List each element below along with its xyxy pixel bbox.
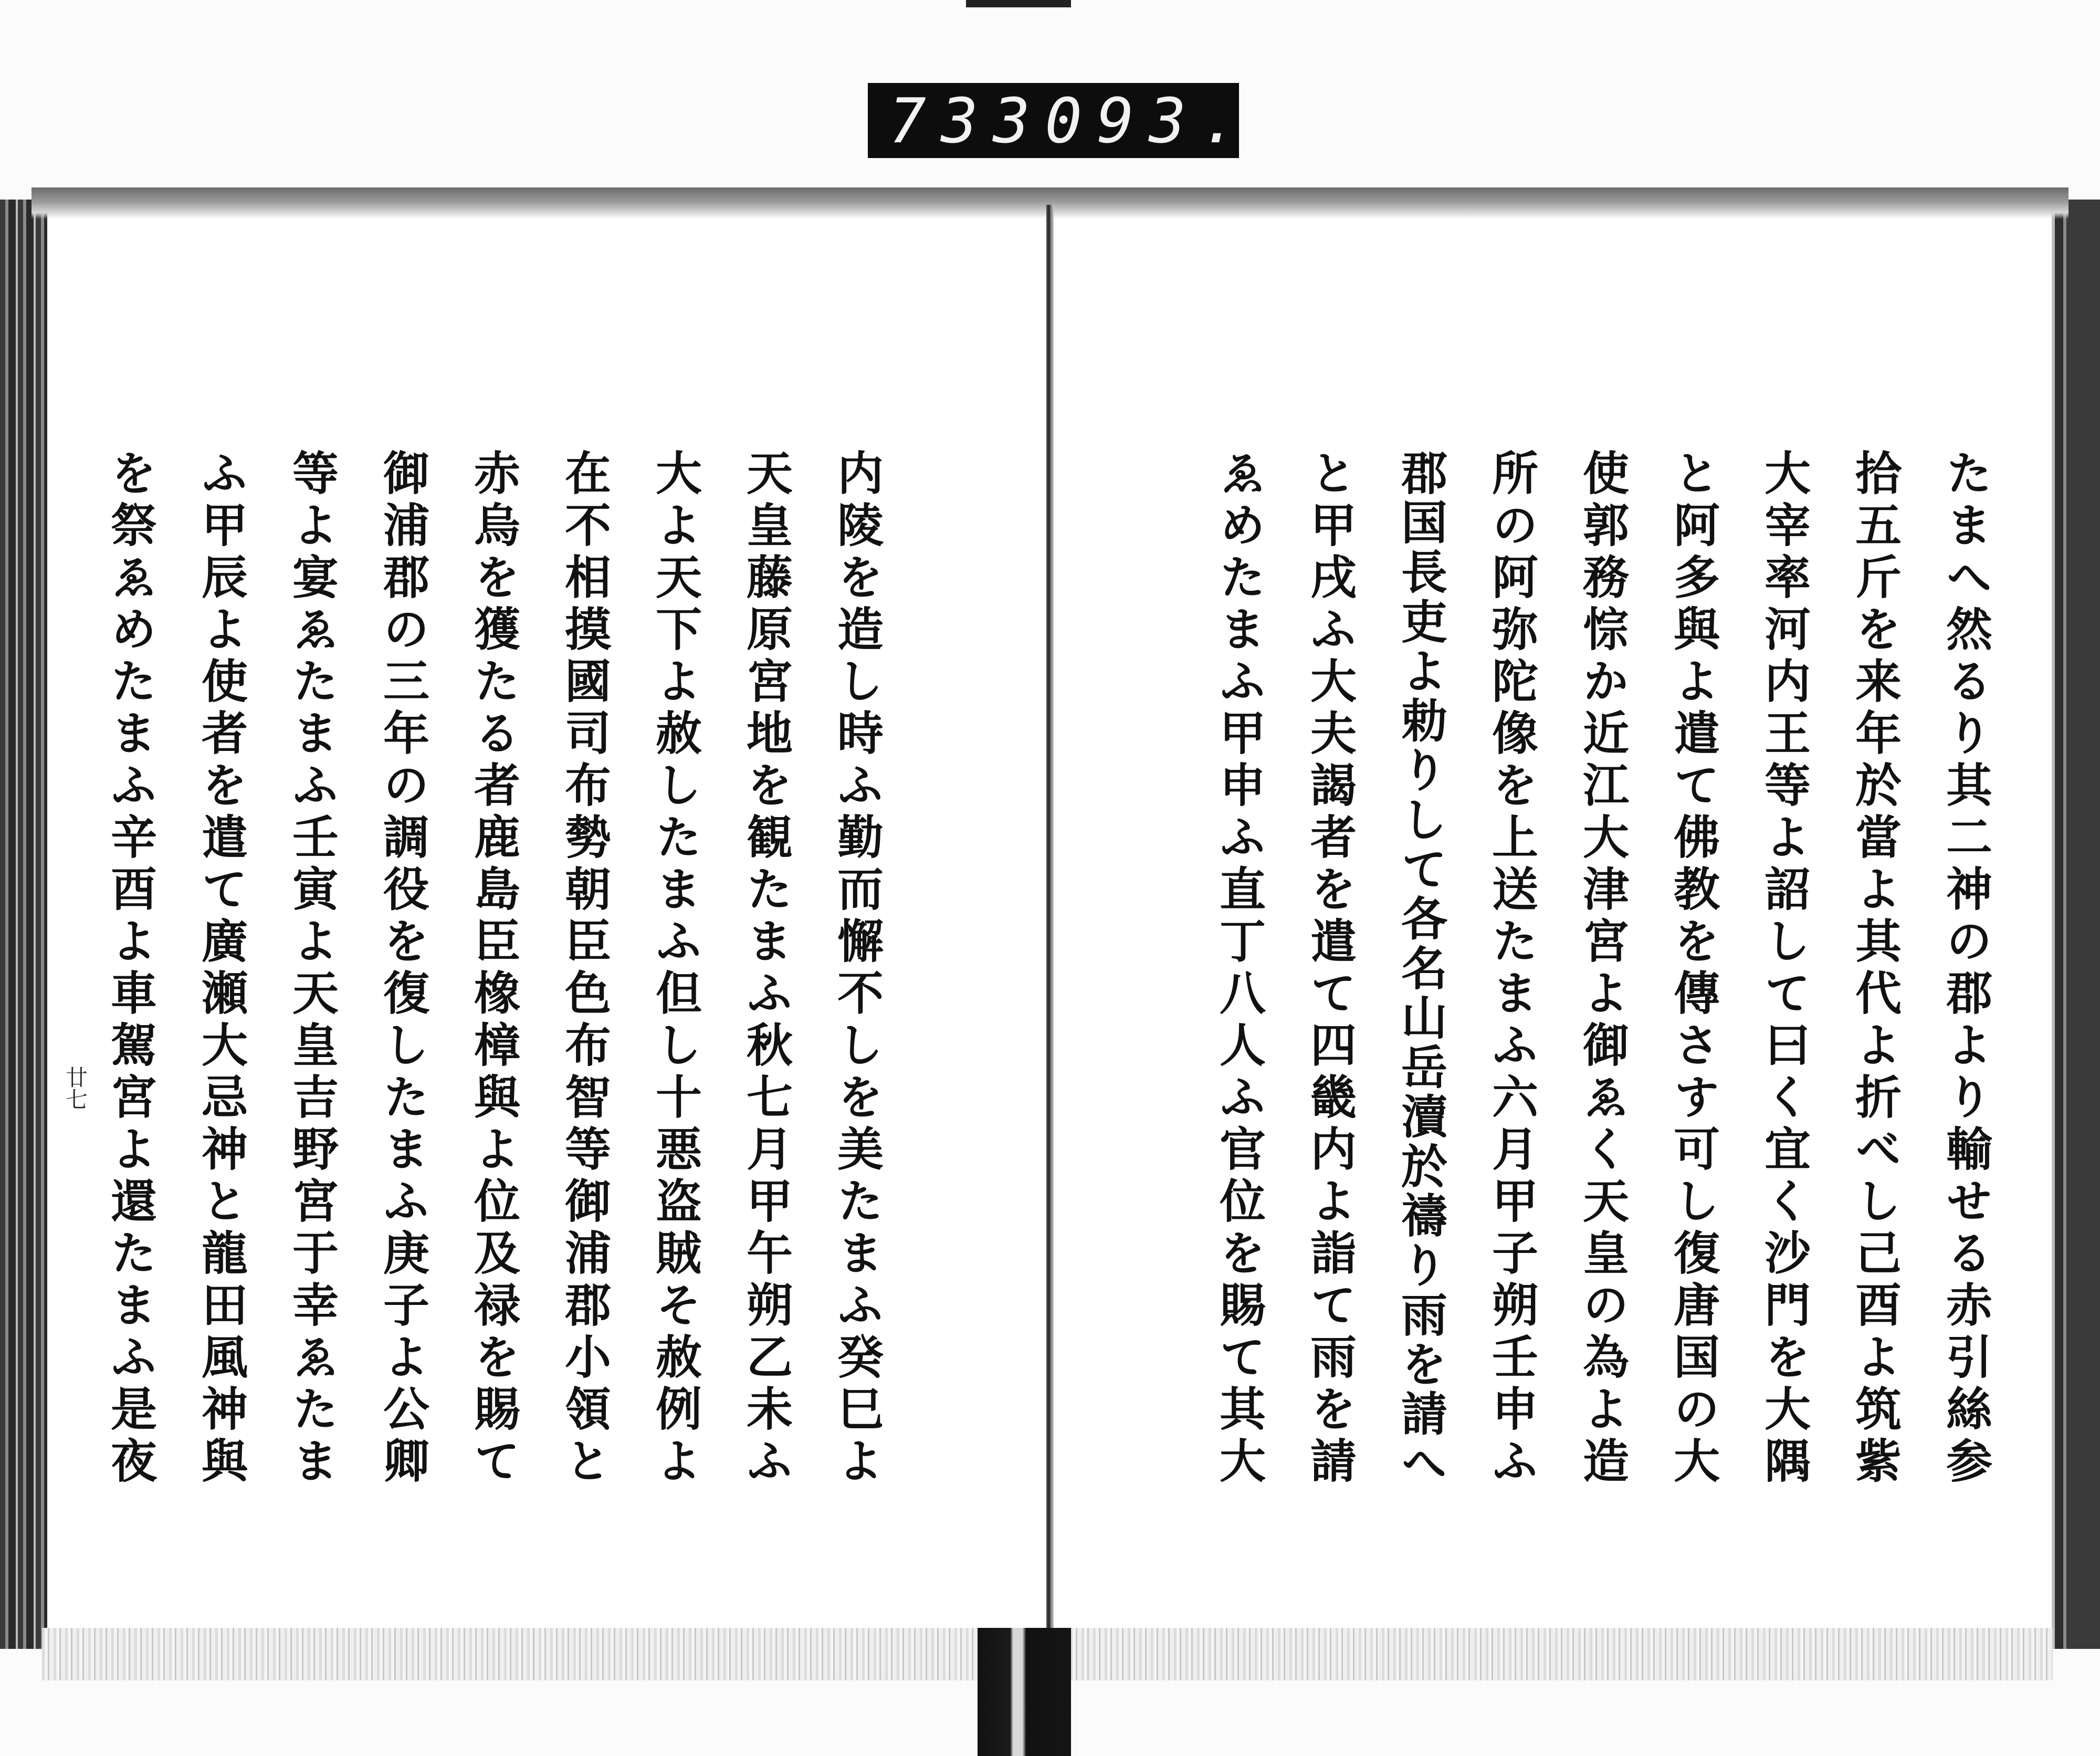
right-page-column-3: 大宰率河内王等よ詔して曰く宜く沙門を大隅 (1757, 449, 1812, 1489)
frame-number-label (868, 83, 1253, 158)
frame-number-left: 733 (889, 84, 1045, 157)
left-page-column-8: ふ甲辰よ使者を遣て廣瀬大忌神と龍田風神與 (194, 449, 249, 1489)
book-cover-edge-right (2052, 200, 2100, 1649)
left-page-column-5: 赤烏を獲たる者鹿島臣橡樟與よ位及禄を賜て (467, 449, 521, 1489)
frame-number-right: 093. (1045, 84, 1253, 157)
left-page-column-4: 在不相摸國司布勢朝臣色布智等御浦郡小領と (558, 449, 612, 1489)
left-page-column-9: を祭ゑめたまふ辛酉よ車駕宮よ還たまふ是夜 (103, 449, 158, 1489)
right-page-column-9: ゑめたまふ甲申ふ直丁八人ふ官位を賜て其大 (1212, 449, 1267, 1489)
left-page-column-3: 大よ天下よ赦したまふ但し十悪盗賊そ赦例よ (648, 449, 703, 1489)
book-gutter (1046, 205, 1054, 1633)
left-page-column-1: 内陵を造し時ふ勤而懈不しを美たまふ癸巳よ (830, 449, 885, 1489)
right-page-column-2: 拾五斤を来年於當よ其代よ折べし己酉よ筑紫 (1848, 449, 1903, 1489)
right-page-column-1: たまへ然るり其二神の郡より輸せる赤引絲参 (1939, 449, 1993, 1489)
right-page-column-5: 使郭務悰か近江大津宮よ御ゑく天皇の為よ造 (1576, 449, 1630, 1489)
right-page-column-8: と甲戌ふ大夫謁者を遣て四畿内よ詣て雨を請 (1303, 449, 1358, 1489)
scan-top-mark (966, 0, 1071, 7)
book-spine-bottom (978, 1628, 1071, 1756)
right-page-column-6: 所の阿弥陀像を上送たまふ六月甲子朔壬申ふ (1485, 449, 1539, 1489)
left-page-column-2: 天皇藤原宮地を観たまふ秋七月甲午朔乙未ふ (739, 449, 794, 1489)
left-page-column-7: 等よ宴ゑたまふ壬寅よ天皇吉野宮于幸ゑたま (285, 449, 340, 1489)
right-page-column-7: 郡国長吏よ勅りして各名山岳瀆於禱り雨を請へ (1394, 449, 1448, 1489)
left-page-column-6: 御浦郡の三年の調役を復したまふ庚子よ公卿 (376, 449, 430, 1489)
book-cover-edge-left (0, 200, 47, 1649)
right-page-column-4: と阿多與よ遣て佛教を傳さす可し復唐国の大 (1666, 449, 1721, 1489)
page-number: 廿七 (62, 1066, 88, 1110)
